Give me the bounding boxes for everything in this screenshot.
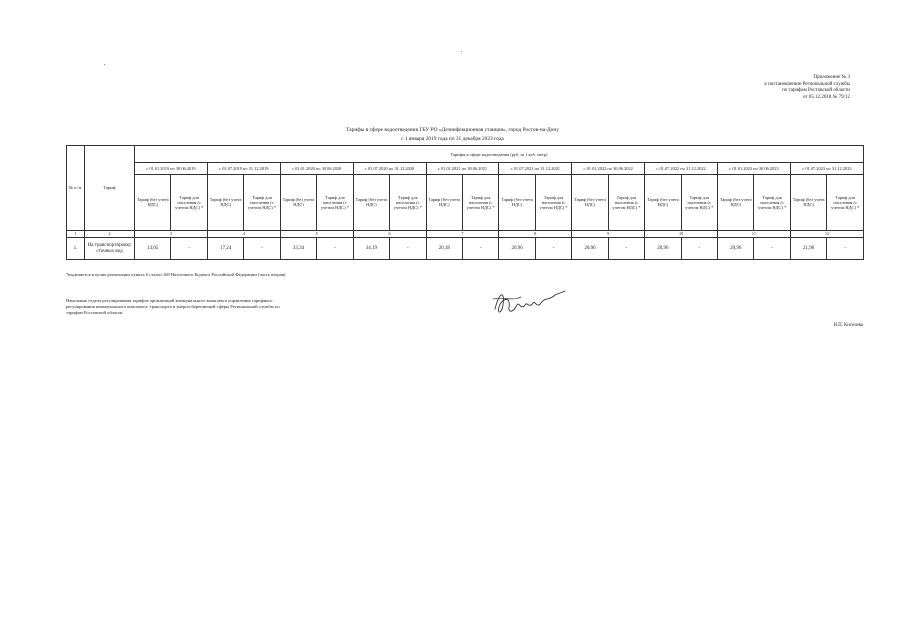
header-group: Тарифы в сфере водоотведения (руб. за 1 куб. метр) (135, 146, 864, 163)
sub-header-without-vat: Тариф (без учета НДС) (353, 174, 389, 230)
period-header: с 01.07.2023 по 31.12.2023 (790, 163, 863, 174)
tariff-value: 20,96 (645, 238, 681, 260)
document-title: Тарифы в сфере водоотведения ГБУ РО «Дезинфекционная станция», город Ростов-на-Дону (346, 127, 559, 133)
sub-header-population: Тариф для населения (с учетом НДС) * (390, 174, 426, 230)
tariff-value: - (681, 238, 717, 260)
tariff-value: 21,96 (790, 238, 826, 260)
period-header: с 01.07.2020 по 31.12.2020 (353, 163, 426, 174)
tariff-value: 20,18 (426, 238, 462, 260)
column-number: 11 (718, 231, 791, 238)
period-header: с 01.01.2021 по 30.06.2021 (426, 163, 499, 174)
tariff-value: - (317, 238, 353, 260)
tariff-value: 13,05 (135, 238, 171, 260)
tariff-value: 20,96 (499, 238, 535, 260)
footnote: *выделяется в целях реализации пункта 6 статьи 168 Налогового Кодекса Российской Федерации (часть вторая) (66, 272, 286, 277)
handwritten-signature (485, 283, 575, 323)
sub-header-population: Тариф для населения (с учетом НДС) * (754, 174, 790, 230)
sub-header-population: Тариф для населения (с учетом НДС) * (827, 174, 864, 230)
annex-line: по тарифам Ростовской области (782, 88, 850, 94)
annex-line: к постановлению Региональной службы (764, 81, 850, 87)
annex-block (630, 75, 850, 101)
sub-header-without-vat: Тариф (без учета НДС) (499, 174, 535, 230)
column-number: 5 (280, 231, 353, 238)
sub-header-without-vat: Тариф (без учета НДС) (426, 174, 462, 230)
tariff-value: - (754, 238, 790, 260)
sub-header-without-vat: Тариф (без учета НДС) (790, 174, 826, 230)
tariff-value: - (827, 238, 864, 260)
column-number: 8 (499, 231, 572, 238)
period-header: с 01.01.2023 по 30.06.2023 (718, 163, 791, 174)
signer-position: Начальник отдела регулирования тарифов организаций коммунального комплекса управления тарифного регулирования коммунального комплекса, транспорта и энергосберегающей сферы Региональной службы по тарифам Ростовской области (66, 298, 280, 315)
sub-header-population: Тариф для населения (с учетом НДС) * (681, 174, 717, 230)
period-header: с 01.01.2022 по 30.06.2022 (572, 163, 645, 174)
period-header: с 01.01.2019 по 30.06.2019 (135, 163, 208, 174)
tariff-value: 17,24 (207, 238, 243, 260)
column-number: 3 (135, 231, 208, 238)
scan-dot (104, 64, 105, 65)
column-number: 6 (353, 231, 426, 238)
tariff-value: 34,19 (353, 238, 389, 260)
period-header: с 01.01.2020 по 30.06.2020 (280, 163, 353, 174)
tariff-table (66, 145, 864, 260)
sub-header-population: Тариф для населения (с учетом НДС) * (244, 174, 280, 230)
sub-header-population: Тариф для населения (с учетом НДС) * (462, 174, 498, 230)
period-header: с 01.07.2021 по 31.12.2021 (499, 163, 572, 174)
row-number: 1. (67, 238, 85, 260)
sub-header-without-vat: Тариф (без учета НДС) (645, 174, 681, 230)
scan-dot (461, 51, 462, 52)
period-header: с 01.07.2022 по 31.12.2022 (645, 163, 718, 174)
column-number: 4 (207, 231, 280, 238)
column-number: 10 (645, 231, 718, 238)
tariff-value: 33,34 (280, 238, 316, 260)
header-tariff: Тариф (85, 146, 135, 231)
tariff-value: - (608, 238, 644, 260)
sub-header-population: Тариф для населения (с учетом НДС) * (608, 174, 644, 230)
row-name: На транспортировку сточных вод (85, 238, 135, 260)
annex-line: от 05.12.2018 № 79/12 (802, 94, 850, 100)
column-number: 9 (572, 231, 645, 238)
tariff-value: - (171, 238, 207, 260)
tariff-value: - (390, 238, 426, 260)
period-header: с 01.07.2019 по 31.12.2019 (207, 163, 280, 174)
column-number: 12 (790, 231, 863, 238)
sub-header-without-vat: Тариф (без учета НДС) (572, 174, 608, 230)
sub-header-population: Тариф для населения (с учетом НДС) * (535, 174, 571, 230)
tariff-value: 20,96 (718, 238, 754, 260)
tariff-value: - (244, 238, 280, 260)
table-row (67, 238, 864, 260)
column-number: 7 (426, 231, 499, 238)
sub-header-without-vat: Тариф (без учета НДС) (135, 174, 171, 230)
tariff-value: - (535, 238, 571, 260)
sub-header-population: Тариф для населения (с учетом НДС) * (317, 174, 353, 230)
annex-line: Приложение № 3 (813, 75, 850, 80)
sub-header-without-vat: Тариф (без учета НДС) (718, 174, 754, 230)
header-number: № п./п. (67, 146, 85, 231)
tariff-value: 20,96 (572, 238, 608, 260)
tariff-value: - (462, 238, 498, 260)
signer-name: И.П. Киселева (833, 323, 863, 328)
column-number: 1 (67, 231, 85, 238)
document-subtitle: с 1 января 2019 года по 31 декабря 2023 года (401, 136, 504, 142)
sub-header-without-vat: Тариф (без учета НДС) (280, 174, 316, 230)
sub-header-population: Тариф для населения (с учетом НДС) * (171, 174, 207, 230)
column-number: 2 (85, 231, 135, 238)
sub-header-without-vat: Тариф (без учета НДС) (207, 174, 243, 230)
